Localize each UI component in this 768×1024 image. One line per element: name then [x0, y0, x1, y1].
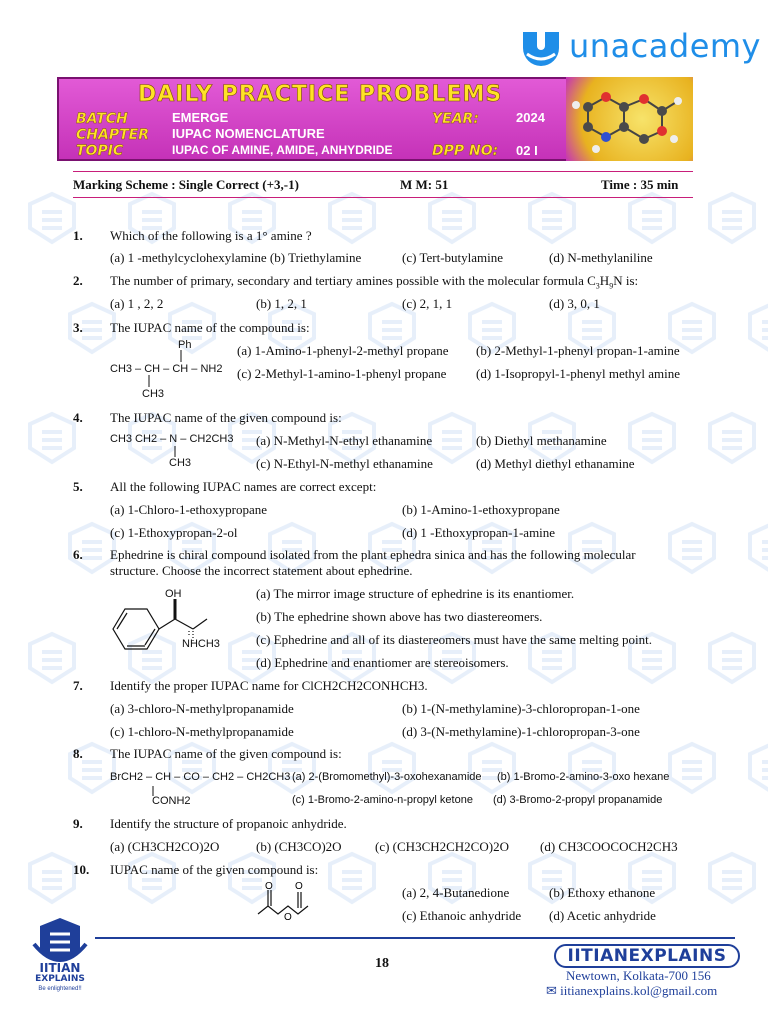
- option-b: (b) (CH3CO)2O: [256, 839, 342, 854]
- mail-icon: ✉: [546, 983, 561, 998]
- watermark-logo-icon: [320, 850, 384, 914]
- option-c: (c) N-Ethyl-N-methyl ethanamine: [256, 456, 433, 471]
- svg-text:O: O: [284, 912, 292, 922]
- watermark-logo-icon: [620, 850, 684, 914]
- question-number: 3.: [73, 320, 83, 335]
- option-d: (d) N-methylaniline: [549, 250, 653, 265]
- watermark-logo-icon: [420, 190, 484, 254]
- option-c: (c) Ethanoic anhydride: [402, 908, 522, 923]
- question-number: 5.: [73, 479, 83, 494]
- option-a: (a) 1-Amino-1-phenyl-2-methyl propane: [237, 343, 449, 358]
- page-number: 18: [375, 956, 389, 971]
- watermark-logo-icon: [700, 190, 764, 254]
- option-b: (b) 1-Amino-1-ethoxypropane: [402, 502, 560, 517]
- question-text: IUPAC name of the given compound is:: [110, 862, 319, 877]
- watermark-logo-icon: [520, 850, 584, 914]
- watermark-logo-icon: [120, 850, 184, 914]
- question-text: Which of the following is a 1° amine ?: [110, 228, 312, 243]
- option-c: (c) (CH3CH2CH2CO)2O: [375, 839, 509, 854]
- marking-scheme: Marking Scheme : Single Correct (+3,-1): [73, 177, 299, 192]
- option-a: (a) 1 , 2, 2: [110, 296, 164, 311]
- batch-label: BATCH: [76, 111, 128, 127]
- question-text: The IUPAC name of the given compound is:: [110, 746, 342, 761]
- molecule-icon: [566, 77, 693, 161]
- watermark-logo-icon: [740, 520, 768, 584]
- watermark-logo-icon: [660, 740, 724, 804]
- option-d: (d) 3, 0, 1: [549, 296, 600, 311]
- question-number: 2.: [73, 273, 83, 288]
- svg-text:O: O: [265, 881, 273, 892]
- brand-name: unacademy: [569, 27, 761, 65]
- question-text-line2: structure. Choose the incorrect statement about ephedrine.: [110, 563, 413, 578]
- chapter-value: IUPAC NOMENCLATURE: [172, 126, 325, 141]
- divider-top: [73, 171, 693, 172]
- option-c: (c) 2-Methyl-1-amino-1-phenyl propane: [237, 366, 447, 381]
- year-label: YEAR:: [432, 111, 479, 127]
- option-d: (d) Methyl diethyl ethanamine: [476, 456, 635, 471]
- structure-ph: Ph: [178, 339, 192, 351]
- structure-sub: CONH2: [152, 795, 191, 807]
- logo-tagline: Be enlightened!!: [38, 986, 82, 992]
- question-text: Identify the proper IUPAC name for ClCH2CH2CONHCH3.: [110, 678, 428, 693]
- watermark-logo-icon: [520, 190, 584, 254]
- question-text: All the following IUPAC names are correct except:: [110, 479, 377, 494]
- time-limit: Time : 35 min: [601, 177, 679, 192]
- structure-bonds: [100, 330, 240, 410]
- question-number: 4.: [73, 410, 83, 425]
- option-c: (c) 1-chloro-N-methylpropanamide: [110, 724, 294, 739]
- structure-main: CH3 CH2 – N – CH2CH3: [110, 433, 234, 445]
- watermark-logo-icon: [320, 190, 384, 254]
- option-d: (d) 3-(N-methylamine)-1-chloropropan-3-one: [402, 724, 640, 739]
- footer-email[interactable]: ✉ iitianexplains.kol@gmail.com: [546, 983, 718, 998]
- max-marks: M M: 51: [400, 177, 449, 192]
- option-a: (a) 1 -methylcyclohexylamine (b) Triethylamine: [110, 250, 362, 265]
- question-text: Ephedrine is chiral compound isolated from the plant ephedra sinica and has the following molecular: [110, 547, 636, 562]
- watermark-logo-icon: [700, 850, 764, 914]
- option-a: (a) N-Methyl-N-ethyl ethanamine: [256, 433, 433, 448]
- watermark-logo-icon: [700, 630, 764, 694]
- watermark-logo-icon: [120, 190, 184, 254]
- option-c: (c) 2, 1, 1: [402, 296, 453, 311]
- option-b: (b) Ethoxy ethanone: [549, 885, 656, 900]
- molecule-image: [566, 77, 693, 161]
- option-a: (a) 2, 4-Butanedione: [402, 885, 510, 900]
- option-b: (b) The ephedrine shown above has two diastereomers.: [256, 609, 543, 624]
- option-d: (d) 3-Bromo-2-propyl propanamide: [493, 794, 663, 806]
- option-b: (b) 1-Bromo-2-amino-3-oxo hexane: [497, 771, 670, 783]
- brand-logo: [519, 26, 761, 66]
- option-a: (a) The mirror image structure of ephedrine is its enantiomer.: [256, 586, 575, 601]
- footer-divider: [95, 937, 735, 939]
- watermark-logo-icon: [620, 190, 684, 254]
- structure-main: BrCH2 – CH – CO – CH2 – CH2CH3: [110, 771, 291, 783]
- option-c: (c) 1-Ethoxypropan-2-ol: [110, 525, 238, 540]
- option-d: (d) 1 -Ethoxypropan-1-amine: [402, 525, 556, 540]
- footer-brand: IITIANEXPLAINS: [554, 944, 740, 968]
- divider-bottom: [73, 197, 693, 198]
- chapter-label: CHAPTER: [76, 127, 149, 143]
- option-c: (c) 1-Bromo-2-amino-n-propyl ketone: [292, 794, 473, 806]
- watermark-logo-icon: [420, 850, 484, 914]
- structure-ch3: CH3: [169, 457, 192, 469]
- topic-value: IUPAC OF AMINE, AMIDE, ANHYDRIDE: [172, 143, 393, 157]
- footer-address: Newtown, Kolkata-700 156: [566, 968, 711, 983]
- unacademy-icon: [519, 26, 563, 66]
- option-a: (a) (CH3CH2CO)2O: [110, 839, 220, 854]
- question-text: The IUPAC name of the compound is:: [110, 320, 310, 335]
- batch-value: EMERGE: [172, 110, 229, 125]
- question-text: The number of primary, secondary and tertiary amines possible with the molecular formula $C_3H_9N$ is:: [110, 273, 639, 291]
- topic-label: TOPIC: [76, 143, 124, 159]
- option-c: (c) Tert-butylamine: [402, 250, 504, 265]
- watermark-logo-icon: [740, 300, 768, 364]
- logo-text-top: IITIAN: [39, 961, 81, 975]
- question-number: 1.: [73, 228, 83, 243]
- question-number: 8.: [73, 746, 83, 761]
- option-b: (b) 1-(N-methylamine)-3-chloropropan-1-one: [402, 701, 640, 716]
- logo-text-bottom: EXPLAINS: [35, 974, 85, 984]
- option-b: (b) Diethyl methanamine: [476, 433, 607, 448]
- watermark-logo-icon: [740, 740, 768, 804]
- watermark-logo-icon: [220, 190, 284, 254]
- option-b: (b) 1, 2, 1: [256, 296, 307, 311]
- structure-oh: OH: [165, 588, 182, 600]
- option-a: (a) 2-(Bromomethyl)-3-oxohexanamide: [292, 771, 482, 783]
- dpp-title: DAILY PRACTICE PROBLEMS: [138, 82, 503, 107]
- structure-main: CH3 – CH – CH – NH2: [110, 363, 223, 375]
- option-a: (a) 3-chloro-N-methylpropanamide: [110, 701, 294, 716]
- watermark-logo-icon: [700, 410, 764, 474]
- year-value: 2024: [516, 110, 545, 125]
- option-d: (d) 1-Isopropyl-1-phenyl methyl amine: [476, 366, 680, 381]
- watermark-logo-icon: [20, 850, 84, 914]
- question-number: 7.: [73, 678, 83, 693]
- dpp-label: DPP NO:: [432, 143, 499, 159]
- footer-logo: [22, 916, 98, 996]
- option-d: (d) Ephedrine and enantiomer are stereoisomers.: [256, 655, 509, 670]
- option-b: (b) 2-Methyl-1-phenyl propan-1-amine: [476, 343, 680, 358]
- question-text: Identify the structure of propanoic anhydride.: [110, 816, 347, 831]
- structure-nhch3: NHCH3: [182, 638, 220, 650]
- question-number: 6.: [73, 547, 83, 562]
- watermark-logo-icon: [660, 520, 724, 584]
- question-number: 10.: [73, 862, 90, 877]
- question-number: 9.: [73, 816, 83, 831]
- structure-ch3: CH3: [142, 388, 165, 400]
- option-d: (d) Acetic anhydride: [549, 908, 656, 923]
- option-d: (d) CH3COOCOCH2CH3: [540, 839, 678, 854]
- watermark-logo-icon: [20, 190, 84, 254]
- dpp-value: 02 I: [516, 143, 538, 158]
- anhydride-structure: [252, 880, 322, 922]
- option-c: (c) Ephedrine and all of its diastereomers must have the same melting point.: [256, 632, 653, 647]
- svg-text:O: O: [295, 881, 303, 892]
- option-a: (a) 1-Chloro-1-ethoxypropane: [110, 502, 268, 517]
- question-text: The IUPAC name of the given compound is:: [110, 410, 342, 425]
